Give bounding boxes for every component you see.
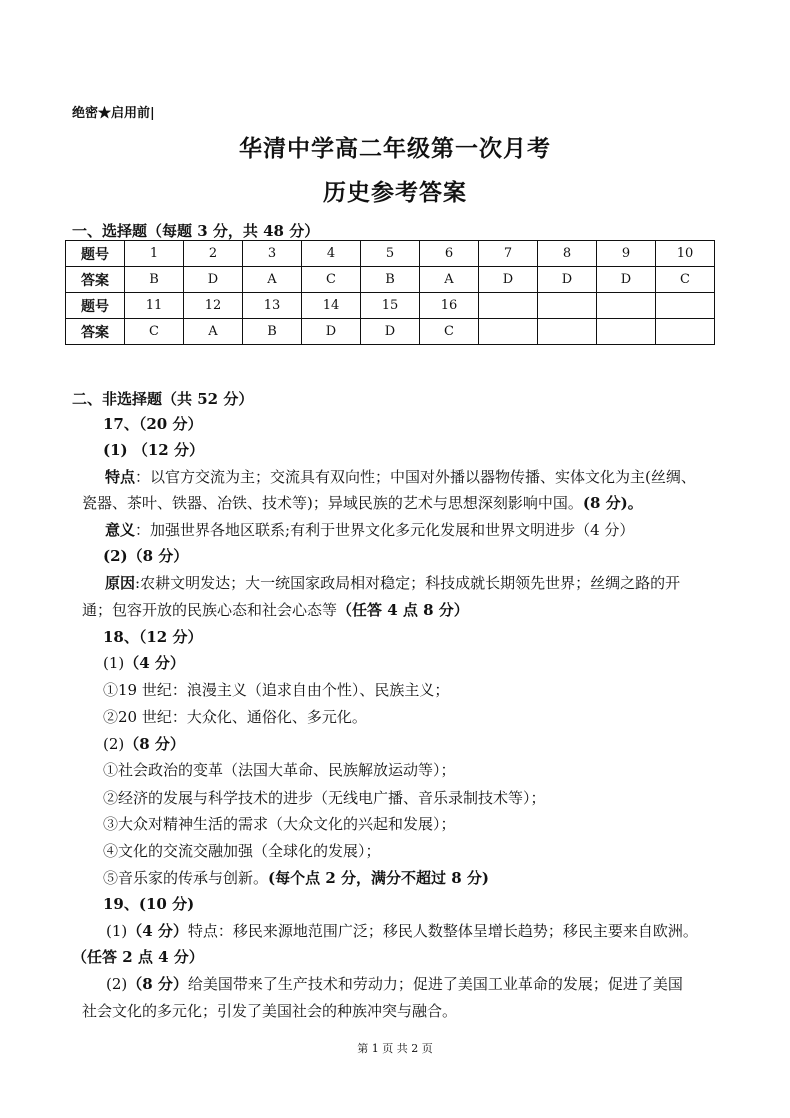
text: 特点：移民来源地范围广泛；移民人数整体呈增长趋势；移民主要来自欧洲。 [187,922,698,940]
section-heading-multiple-choice: 一、选择题（每题 3 分，共 48 分） [72,222,320,240]
answer-table [65,240,715,345]
confidential-label: 绝密★启用前| [72,106,155,121]
answer-line [103,652,185,673]
row-header-cell: 答案 [66,319,125,345]
answer-line [103,706,367,727]
answer-cell [656,319,715,345]
bold-text: (每个点 2 分，满分不超过 8 分) [268,869,489,887]
answer-cell: 14 [302,293,361,319]
answer-cell: 16 [420,293,479,319]
answer-line [103,545,188,566]
answer-cell: A [184,319,243,345]
answer-line [106,973,683,994]
text: ④文化的交流交融加强（全球化的发展）； [103,842,381,860]
page-footer: 第 1 页 共 2 页 [357,1042,433,1055]
answer-cell [479,293,538,319]
bold-text: (1) （12 分） [103,441,204,459]
bold-text: 17、（20 分） [103,415,203,433]
table-row [66,293,715,319]
answer-cell: 15 [361,293,420,319]
answer-line [103,893,194,914]
table-row [66,319,715,345]
answer-cell: D [184,267,243,293]
document-subtitle: 历史参考答案 [323,179,467,206]
bold-text: 19、(10 分) [103,895,195,913]
text: ③大众对精神生活的需求（大众文化的兴起和发展）； [103,815,456,833]
answer-line [72,946,204,967]
answer-cell: 11 [125,293,184,319]
answer-cell: D [597,267,656,293]
answer-cell: B [125,267,184,293]
answer-line [105,572,680,593]
answer-line [103,787,546,808]
bold-text: 意义 [105,521,136,539]
answer-line [105,466,696,487]
table-row [66,267,715,293]
bold-text: 特点 [105,468,136,486]
answer-line [103,813,456,834]
text: (2) [103,735,125,753]
answer-cell: D [538,267,597,293]
text: 给美国带来了生产技术和劳动力；促进了美国工业革命的发展；促进了美国 [187,975,683,993]
text: 通；包容开放的民族心态和社会心态等 [82,601,338,619]
answer-line [103,679,449,700]
answer-line [82,599,469,620]
answer-cell: D [479,267,538,293]
bold-text: （4 分） [127,922,188,940]
answer-line [103,626,202,647]
text: ：加强世界各地区联系;有利于世界文化多元化发展和世界文明进步（4 分） [135,521,635,539]
answer-cell: 12 [184,293,243,319]
text: 社会文化的多元化；引发了美国社会的种族冲突与融合。 [82,1002,458,1020]
answer-line [106,920,698,941]
table-row [66,241,715,267]
answer-line [103,733,185,754]
answer-cell: 5 [361,241,420,267]
answer-cell: 2 [184,241,243,267]
answer-cell: D [302,319,361,345]
text: ：以官方交流为主；交流具有双向性；中国对外播以器物传播、实体文化为主(丝绸、 [135,468,696,486]
bold-text: （4 分） [124,654,185,672]
answer-cell: 1 [125,241,184,267]
answer-cell: 9 [597,241,656,267]
answer-cell: 7 [479,241,538,267]
answer-line [82,492,643,513]
text: :农耕文明发达；大一统国家政局相对稳定；科技成就长期领先世界；丝绸之路的开 [135,574,681,592]
bold-text: (2)（8 分） [103,547,189,565]
answer-cell: A [243,267,302,293]
answer-line [103,413,202,434]
answer-line [103,840,381,861]
row-header-cell: 题号 [66,241,125,267]
answer-cell: 4 [302,241,361,267]
answer-cell [538,319,597,345]
bold-text: （任答 2 点 4 分） [72,948,204,966]
answer-cell [479,319,538,345]
answer-cell: D [361,319,420,345]
answer-line [105,519,634,540]
answer-cell: A [420,267,479,293]
text: ①社会政治的变革（法国大革命、民族解放运动等）； [103,761,456,779]
document-title: 华清中学高二年级第一次月考 [239,135,551,162]
text: (1) [106,922,128,940]
answer-line [82,1000,457,1021]
bold-text: (8 分)。 [582,494,643,512]
text: ①19 世纪：浪漫主义（追求自由个性）、民族主义； [103,681,450,699]
text: ②20 世纪：大众化、通俗化、多元化。 [103,708,367,726]
row-header-cell: 答案 [66,267,125,293]
answer-cell [597,293,656,319]
bold-text: （任答 4 点 8 分） [337,601,469,619]
answer-line [72,388,253,409]
answer-cell: 8 [538,241,597,267]
row-header-cell: 题号 [66,293,125,319]
answer-cell [538,293,597,319]
text: ⑤音乐家的传承与创新。 [103,869,269,887]
answer-cell: B [243,319,302,345]
answer-cell: 13 [243,293,302,319]
answer-line [103,439,204,460]
text: (2) [106,975,128,993]
text: ②经济的发展与科学技术的进步（无线电广播、音乐录制技术等）； [103,789,546,807]
answer-cell: C [125,319,184,345]
answer-cell: 10 [656,241,715,267]
text: (1) [103,654,125,672]
answer-cell: 6 [420,241,479,267]
answer-line [103,759,456,780]
answer-cell: B [361,267,420,293]
answer-cell: C [656,267,715,293]
text: 瓷器、茶叶、铁器、冶铁、技术等)；异域民族的艺术与思想深刻影响中国。 [82,494,583,512]
bold-text: （8 分） [127,975,188,993]
bold-text: 原因 [105,574,136,592]
answer-cell: 3 [243,241,302,267]
answer-cell: C [420,319,479,345]
bold-text: 18、（12 分） [103,628,203,646]
answer-cell [656,293,715,319]
bold-text: （8 分） [124,735,185,753]
answer-cell [597,319,656,345]
answer-line [103,867,489,888]
answer-cell: C [302,267,361,293]
bold-text: 二、非选择题（共 52 分） [72,390,254,408]
